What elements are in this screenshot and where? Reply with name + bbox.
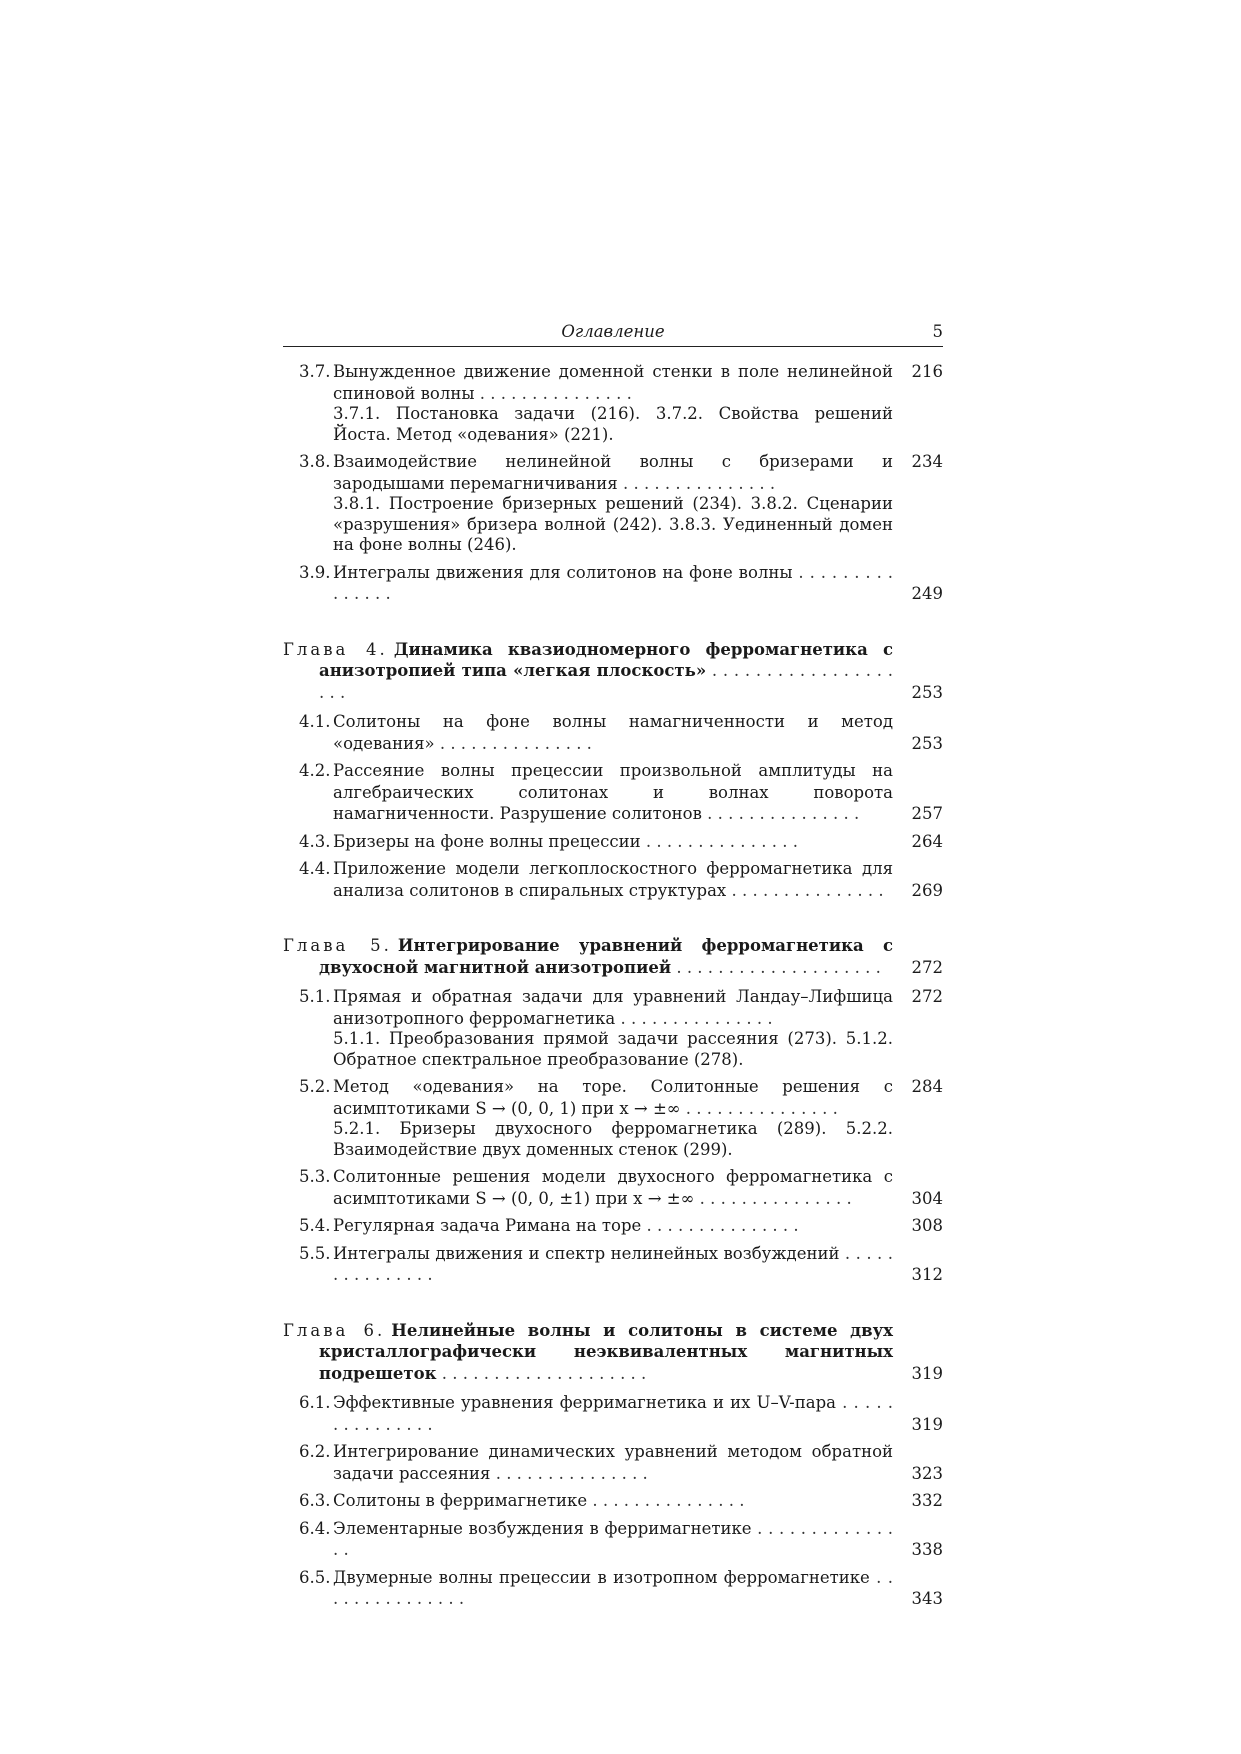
chapter-heading [283,1320,943,1385]
chapter-label: Глава 6. [283,1320,386,1340]
section-page-number: 249 [911,584,943,603]
section-page-number: 319 [911,1414,943,1434]
dot-leader: . . . . . . . . . . . . . . . [726,880,884,900]
section-page-number: 323 [911,1463,943,1483]
section-page-number: 304 [911,1188,943,1208]
toc-entry [283,1243,943,1286]
chapter-title: Динамика квазиодномерного ферромагнетика с анизотропией типа «легкая плоскость» [319,639,893,680]
section-page-number: 269 [911,880,943,900]
dot-leader: . . . . . . . . . . . . . . . [615,1008,773,1028]
section-title-line [333,1518,893,1561]
section-title: Рассеяние волны прецессии произвольной амплитуды на алгебраических солитонах и волнах поворота намагниченности. Разрушение солитонов [333,761,893,823]
section-number: 4.3. [299,831,331,851]
dot-leader: . . . . . . . . . . . . . . . [474,383,632,403]
section-title: Двумерные волны прецессии в изотропном ферромагнетике [333,1567,870,1587]
section-title: Элементарные возбуждения в ферримагнетике [333,1518,752,1538]
section-number: 4.1. [299,712,331,731]
section-page-number: 312 [911,1265,943,1284]
section-title: Солитоны на фоне волны намагниченности и метод «одевания» [333,712,893,753]
section-page-number: 308 [911,1216,943,1235]
dot-leader: . . . . . . . . . . . . . . . [333,1393,893,1434]
dot-leader: . . . . . . . . . . . . . . . [641,1216,799,1235]
dot-leader: . . . . . . . . . . . . . . . . . . . . [319,661,894,702]
section-title-line [333,711,893,754]
header-page-number: 5 [932,322,943,341]
dot-leader: . . . . . . . . . . . . . . . . . . . . [671,957,881,977]
section-title-line [333,1567,893,1610]
section-title: Взаимодействие нелинейной волны с бризерами и зародышами перемагничивания [333,452,893,493]
section-title-line [333,1076,893,1119]
toc-entry [283,1215,943,1237]
section-page-number: 272 [911,987,943,1006]
section-title-line [333,451,893,494]
dot-leader: . . . . . . . . . . . . . . . [680,1098,838,1118]
section-number: 6.1. [299,1393,331,1412]
dot-leader: . . . . . . . . . . . . . . . [333,1518,893,1559]
section-title: Интегралы движения для солитонов на фоне волны [333,562,793,582]
section-page-number: 284 [911,1077,943,1096]
section-title-line [333,361,893,404]
toc-entry [283,361,943,445]
dot-leader: . . . . . . . . . . . . . . . [587,1491,745,1510]
subsection-list: 3.7.1. Постановка задачи (216). 3.7.2. Свойства решений Йоста. Метод «одевания» (221). [333,404,893,444]
section-title: Приложение модели легкоплоскостного ферромагнетика для анализа солитонов в спиральных структурах [333,859,893,900]
section-number: 5.4. [299,1216,331,1235]
section-number: 4.4. [299,859,331,878]
section-page-number: 234 [911,452,943,471]
section-number: 6.5. [299,1567,331,1587]
dot-leader: . . . . . . . . . . . . . . . [701,804,860,823]
section-title-line [333,562,893,605]
section-number: 5.2. [299,1077,331,1096]
section-number: 3.8. [299,452,331,471]
dot-leader: . . . . . . . . . . . . . . . [333,1567,894,1608]
chapter-page-number: 319 [911,1363,943,1383]
header-title: Оглавление [561,322,665,341]
running-header [283,320,943,347]
section-number: 5.1. [299,987,331,1006]
dot-leader: . . . . . . . . . . . . . . . [434,733,592,753]
section-title-line [333,858,893,901]
chapter-label: Глава 4. [283,639,388,659]
toc-entry [283,451,943,556]
toc-entry [283,1518,943,1561]
section-number: 5.5. [299,1243,331,1263]
section-title: Эффективные уравнения ферримагнетика и их U–V-пара [333,1393,836,1412]
section-title-line [333,760,893,825]
subsection-list: 5.1.1. Преобразования прямой задачи рассеяния (273). 5.1.2. Обратное спектральное преобразование (278). [333,1029,893,1069]
dot-leader: . . . . . . . . . . . . . . . [490,1463,648,1483]
dot-leader: . . . . . . . . . . . . . . . [617,473,776,493]
section-title-line [333,1490,893,1512]
chapter-page-number: 253 [911,682,943,702]
section-number: 4.2. [299,761,331,780]
section-number: 6.2. [299,1442,331,1461]
toc-entry [283,760,943,825]
section-title-line [333,986,893,1029]
section-number: 6.3. [299,1491,331,1510]
section-title: Солитоны в ферримагнетике [333,1491,588,1510]
section-title-line [333,831,893,853]
subsection-list: 3.8.1. Построение бризерных решений (234). 3.8.2. Сценарии «разрушения» бризера волной (242). 3.8.3. Уединенный домен на фоне волны (246). [333,494,893,554]
toc-entry [283,831,943,853]
toc-entry [283,1392,943,1435]
section-page-number: 253 [911,733,943,753]
chapter-heading [283,935,943,978]
subsection-list: 5.2.1. Бризеры двухосного ферромагнетика (289). 5.2.2. Взаимодействие двух доменных стенок (299). [333,1119,893,1159]
section-title: Вынужденное движение доменной стенки в поле нелинейной спиновой волны [333,362,893,403]
toc-entry [283,1567,943,1610]
section-title: Интегрирование динамических уравнений методом обратной задачи рассеяния [333,1442,893,1483]
section-page-number: 216 [911,362,943,381]
section-number: 6.4. [299,1518,331,1538]
chapter-body [283,1320,893,1385]
toc-entry [283,711,943,754]
section-title: Регулярная задача Римана на торе [333,1216,642,1235]
section-page-number: 332 [911,1491,943,1510]
toc-entry [283,1166,943,1209]
dot-leader: . . . . . . . . . . . . . . . [640,831,798,851]
toc-entry [283,858,943,901]
toc-entry [283,1490,943,1512]
section-title-line [333,1392,893,1435]
section-title-line [333,1166,893,1209]
section-number: 3.9. [299,562,331,582]
section-title: Солитонные решения модели двухосного ферромагнетика с асимптотиками S → (0, 0, ±1) при x → ±∞ [333,1167,893,1208]
section-title: Бризеры на фоне волны прецессии [333,831,641,851]
chapter-label: Глава 5. [283,936,392,955]
toc-page [283,320,943,1616]
section-page-number: 338 [911,1540,943,1559]
dot-leader: . . . . . . . . . . . . . . . [333,562,893,603]
dot-leader: . . . . . . . . . . . . . . . [694,1188,852,1208]
toc-entry [283,562,943,605]
section-title-line [333,1441,893,1484]
section-number: 3.7. [299,362,331,381]
section-page-number: 257 [911,804,943,823]
section-title-line [333,1243,893,1286]
section-title: Метод «одевания» на торе. Солитонные решения с асимптотиками S → (0, 0, 1) при x → ±∞ [333,1077,893,1118]
chapter-page-number: 272 [911,957,943,977]
dot-leader: . . . . . . . . . . . . . . . . . . . . [436,1363,647,1383]
section-page-number: 343 [911,1589,943,1608]
chapter-body [283,639,893,704]
chapter-title: Нелинейные волны и солитоны в системе двух кристаллографически неэквивалентных магнитных подрешеток [319,1320,893,1383]
section-number: 5.3. [299,1167,331,1186]
section-title: Прямая и обратная задачи для уравнений Ландау–Лифшица анизотропного ферромагнетика [333,987,893,1028]
chapter-title: Интегрирование уравнений ферромагнетика с двухосной магнитной анизотропией [319,936,894,977]
section-title: Интегралы движения и спектр нелинейных возбуждений [333,1243,840,1263]
toc-entry [283,986,943,1070]
toc-entry [283,1441,943,1484]
chapter-body [283,935,893,978]
section-title-line [333,1215,893,1237]
table-of-contents [283,361,943,1610]
section-page-number: 264 [911,831,943,851]
dot-leader: . . . . . . . . . . . . . . . [333,1243,893,1284]
chapter-heading [283,639,943,704]
toc-entry [283,1076,943,1160]
